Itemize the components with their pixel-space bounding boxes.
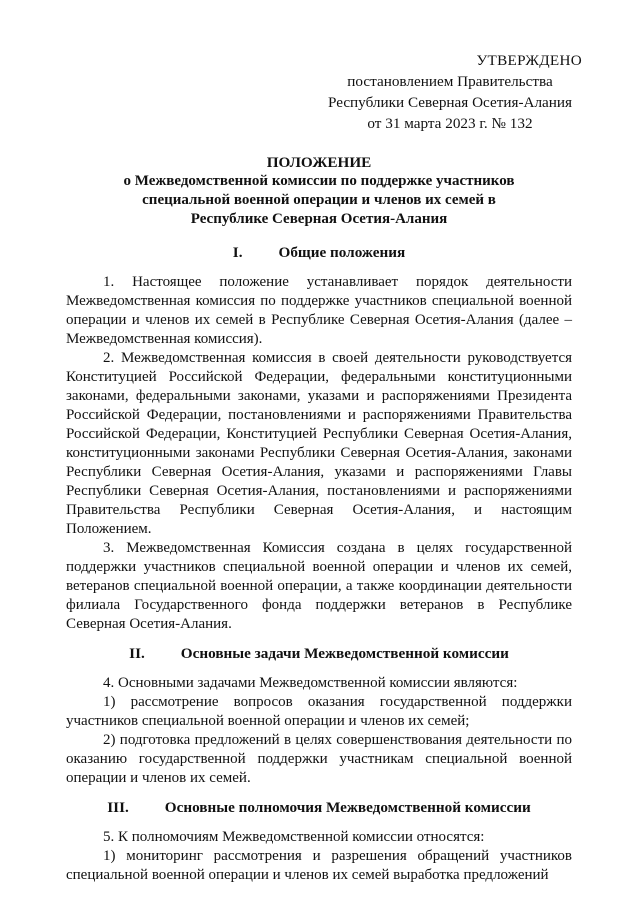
paragraph: 3. Межведомственная Комиссия создана в целях государственной поддержки участников специальной военной операции и членов их семей, ветеранов специальной военной операции, а также координации деятельности филиала Государственного фонда поддержки ветеранов в Республике Северная Осетия-Алания. (66, 540, 572, 632)
section-heading-3 (66, 798, 572, 817)
paragraph: 1) мониторинг рассмотрения и разрешения обращений участников специальной военной операции и членов их семей выработка предложений (66, 848, 572, 883)
section-title: Общие положения (278, 244, 406, 261)
document-subtitle (66, 172, 572, 229)
document-title: ПОЛОЖЕНИЕ (266, 154, 372, 171)
paragraph: 5. К полномочиям Межведомственной комиссии относятся: (103, 829, 485, 845)
section-number: I. (232, 244, 243, 261)
section-number: III. (107, 799, 129, 816)
approval-line-1: постановлением Правительства (347, 73, 553, 90)
paragraph: 2) подготовка предложений в целях совершенствования деятельности по оказанию государственной поддержки участникам специальной военной операции и членов их семей. (66, 732, 572, 786)
paragraph: 1. Настоящее положение устанавливает порядок деятельности Межведомственная комиссия по поддержке участников специальной военной операции и членов их семей в Республике Северная Осетия-Алания (далее – Межведомственная комиссия). (66, 274, 572, 347)
section-heading-2 (66, 644, 572, 663)
paragraph: 1) рассмотрение вопросов оказания государственной поддержки участников специальной военной операции и членов их семей; (66, 694, 572, 729)
approval-line-2: Республики Северная Осетия-Алания (327, 94, 573, 111)
approval-stamp (300, 50, 600, 134)
section-title: Основные полномочия Межведомственной комиссии (164, 799, 531, 816)
approval-line-3: от 31 марта 2023 г. № 132 (367, 115, 533, 132)
section-title: Основные задачи Межведомственной комиссии (180, 645, 509, 662)
section-heading-1 (66, 243, 572, 262)
paragraph: 4. Основными задачами Межведомственной комиссии являются: (103, 675, 518, 691)
document-body (66, 153, 572, 885)
document-subtitle-line-2: специальной военной операции и членов их семей в (142, 192, 496, 208)
document-subtitle-line-1: о Межведомственной комиссии по поддержке участников (123, 173, 515, 189)
paragraph: 2. Межведомственная комиссия в своей деятельности руководствуется Конституцией Российской Федерации, федеральными конституционными законами, федеральными законами, указами и распоряжениями Президента Российской Федерации, постановлениями и распоряжениями Правительства Российской Федерации, Конституцией Республики Северная Осетия-Алания, конституционными законами Республики Северная Осетия-Алания, законами Республики Северная Осетия-Алания, указами и распоряжениями Главы Республики Северная Осетия-Алания, постановлениями и распоряжениями Правительства Республики Северная Осетия-Алания, и настоящим Положением. (66, 350, 572, 537)
document-subtitle-line-3: Республике Северная Осетия-Алания (190, 211, 448, 227)
section-number: II. (129, 645, 145, 662)
approval-title: УТВЕРЖДЕНО (476, 52, 582, 69)
